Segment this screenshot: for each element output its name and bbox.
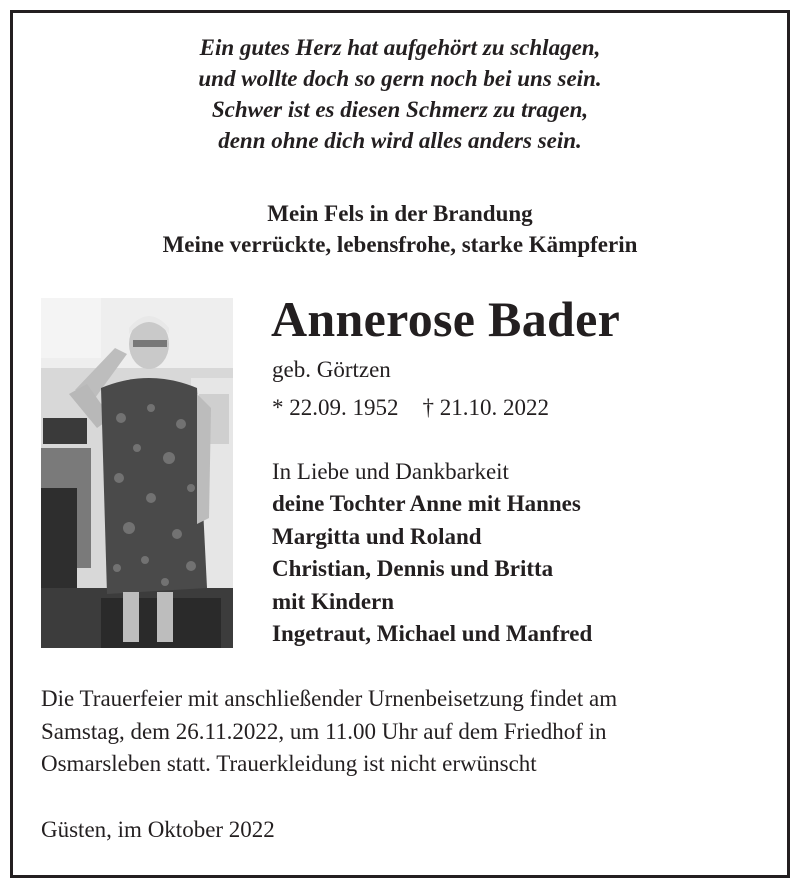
service-line: Samstag, dem 26.11.2022, um 11.00 Uhr auf dem Friedhof in — [41, 718, 607, 744]
mourner-line: Ingetraut, Michael und Manfred — [272, 621, 593, 647]
poem-line: Schwer ist es diesen Schmerz zu tragen, — [211, 97, 589, 122]
tagline — [0, 198, 800, 260]
mourner-line: Christian, Dennis und Britta — [272, 556, 554, 582]
service-line: Die Trauerfeier mit anschließender Urnenbeisetzung findet am — [41, 686, 618, 711]
tagline-line: Mein Fels in der Brandung — [267, 201, 533, 226]
life-dates — [272, 393, 549, 423]
mourner-line: Margitta und Roland — [272, 523, 482, 549]
poem-line: denn ohne dich wird alles anders sein. — [218, 128, 582, 153]
deceased-name: Annerose Bader — [271, 291, 621, 347]
service-line: Osmarsleben statt. Trauerkleidung ist nicht erwünscht — [41, 751, 537, 776]
memorial-poem — [0, 32, 800, 156]
death-date: † 21.10. 2022 — [422, 395, 549, 420]
funeral-service-info — [41, 683, 766, 781]
mourners-intro: In Liebe und Dankbarkeit — [272, 459, 509, 484]
poem-line: Ein gutes Herz hat aufgehört zu schlagen, — [199, 35, 601, 60]
maiden-name: geb. Görtzen — [272, 357, 391, 382]
mourner-line: mit Kindern — [272, 588, 395, 614]
birth-date: * 22.09. 1952 — [272, 395, 399, 420]
mourners-block — [272, 456, 592, 650]
mourner-line: deine Tochter Anne mit Hannes — [272, 491, 581, 517]
portrait-photo — [41, 298, 233, 648]
tagline-line: Meine verrückte, lebensfrohe, starke Kämpferin — [162, 232, 638, 257]
poem-line: und wollte doch so gern noch bei uns sein. — [198, 66, 602, 91]
place-and-date: Güsten, im Oktober 2022 — [41, 817, 275, 842]
